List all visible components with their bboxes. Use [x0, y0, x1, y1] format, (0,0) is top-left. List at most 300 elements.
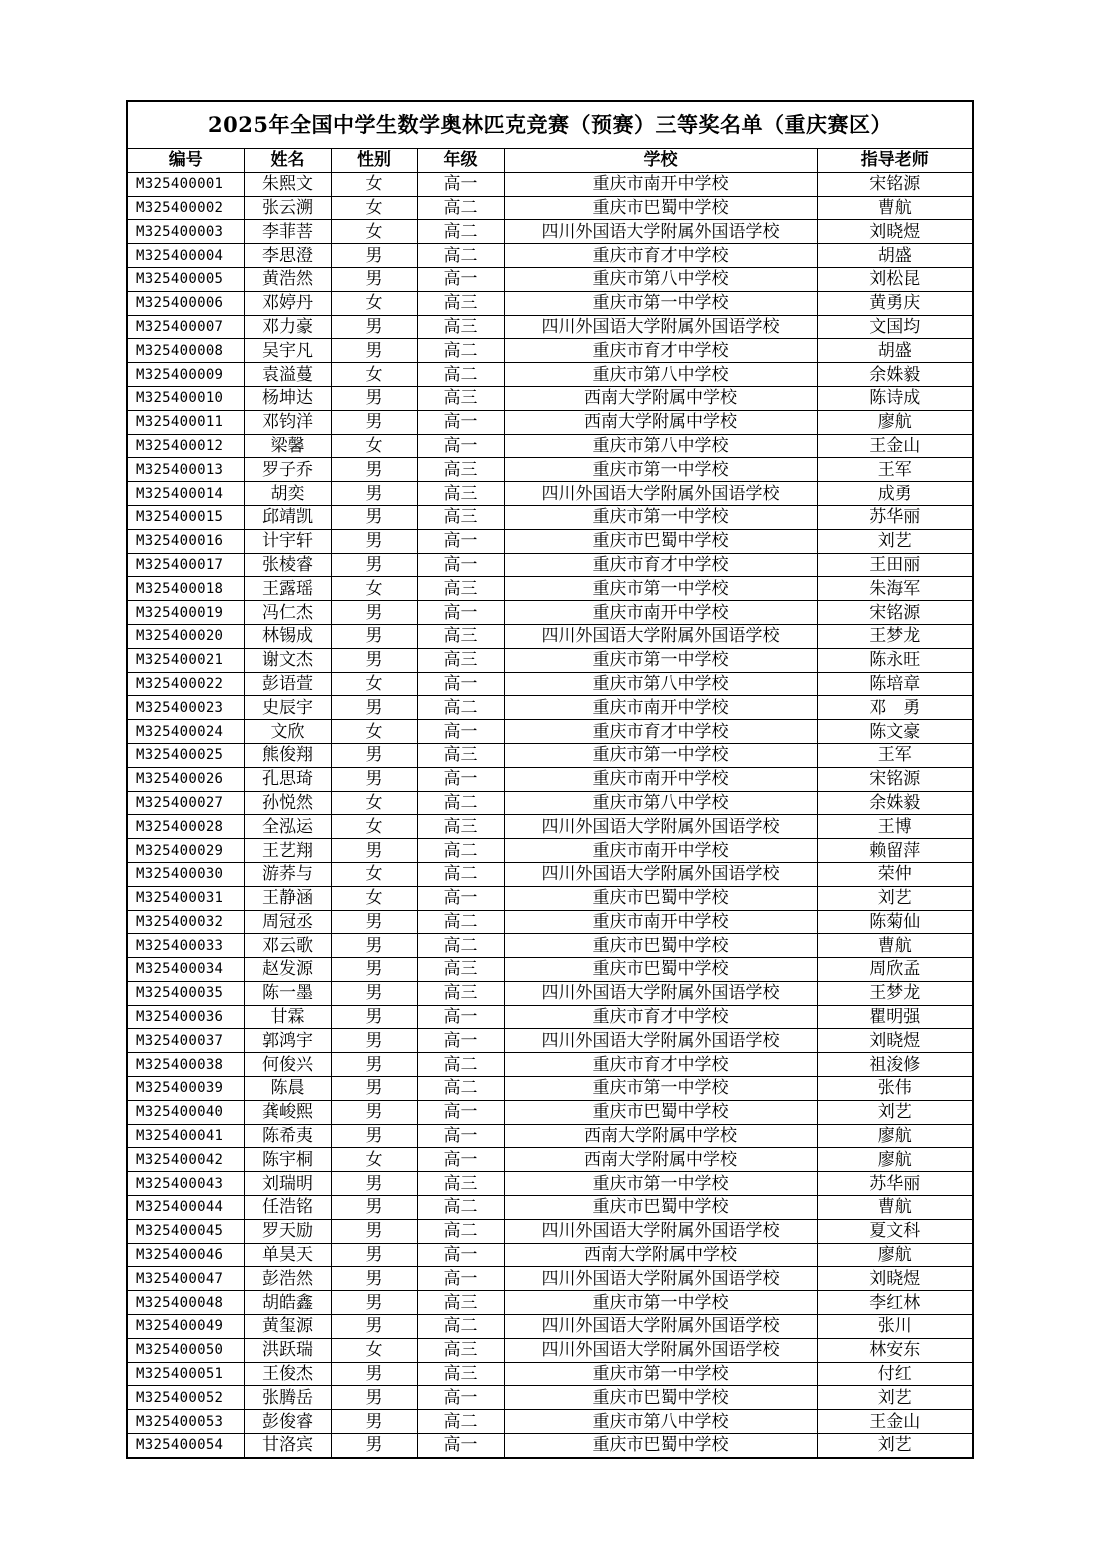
cell-gender: 男 — [331, 1196, 417, 1220]
cell-school: 西南大学附属中学校 — [504, 410, 817, 434]
cell-gender: 男 — [331, 339, 417, 363]
cell-grade: 高三 — [417, 386, 504, 410]
cell-school: 西南大学附属中学校 — [504, 1124, 817, 1148]
table-row — [128, 1005, 972, 1029]
table-row — [128, 696, 972, 720]
cell-gender: 男 — [331, 767, 417, 791]
cell-school: 四川外国语大学附属外国语学校 — [504, 482, 817, 506]
cell-id: M325400010 — [128, 386, 244, 410]
cell-id: M325400054 — [128, 1434, 244, 1457]
table-row — [128, 958, 972, 982]
cell-id: M325400007 — [128, 315, 244, 339]
cell-school: 四川外国语大学附属外国语学校 — [504, 315, 817, 339]
cell-grade: 高三 — [417, 743, 504, 767]
cell-name: 林锡成 — [244, 624, 331, 648]
cell-school: 重庆市第一中学校 — [504, 291, 817, 315]
cell-school: 重庆市巴蜀中学校 — [504, 886, 817, 910]
cell-school: 重庆市南开中学校 — [504, 172, 817, 196]
cell-teacher: 曹航 — [817, 1196, 972, 1220]
table-row — [128, 196, 972, 220]
cell-gender: 女 — [331, 720, 417, 744]
cell-id: M325400053 — [128, 1410, 244, 1434]
cell-id: M325400031 — [128, 886, 244, 910]
cell-grade: 高三 — [417, 624, 504, 648]
cell-id: M325400041 — [128, 1124, 244, 1148]
cell-gender: 男 — [331, 410, 417, 434]
cell-teacher: 王梦龙 — [817, 981, 972, 1005]
cell-school: 重庆市育才中学校 — [504, 1053, 817, 1077]
header-row — [128, 149, 972, 172]
cell-teacher: 王金山 — [817, 1410, 972, 1434]
cell-grade: 高二 — [417, 1053, 504, 1077]
cell-gender: 男 — [331, 267, 417, 291]
cell-gender: 女 — [331, 791, 417, 815]
cell-name: 陈晨 — [244, 1077, 331, 1101]
cell-school: 重庆市第八中学校 — [504, 267, 817, 291]
cell-teacher: 荣仲 — [817, 862, 972, 886]
cell-school: 重庆市第八中学校 — [504, 434, 817, 458]
cell-school: 重庆市第八中学校 — [504, 672, 817, 696]
table-row — [128, 1338, 972, 1362]
cell-name: 李思澄 — [244, 244, 331, 268]
cell-school: 四川外国语大学附属外国语学校 — [504, 981, 817, 1005]
cell-teacher: 张川 — [817, 1315, 972, 1339]
cell-grade: 高二 — [417, 862, 504, 886]
cell-teacher: 张伟 — [817, 1077, 972, 1101]
cell-name: 罗子乔 — [244, 458, 331, 482]
table-row — [128, 648, 972, 672]
cell-id: M325400013 — [128, 458, 244, 482]
cell-gender: 女 — [331, 220, 417, 244]
cell-teacher: 胡盛 — [817, 244, 972, 268]
cell-id: M325400046 — [128, 1243, 244, 1267]
cell-teacher: 王田丽 — [817, 553, 972, 577]
cell-teacher: 陈诗成 — [817, 386, 972, 410]
cell-id: M325400021 — [128, 648, 244, 672]
cell-gender: 男 — [331, 839, 417, 863]
cell-teacher: 苏华丽 — [817, 1172, 972, 1196]
cell-school: 重庆市南开中学校 — [504, 696, 817, 720]
cell-grade: 高一 — [417, 434, 504, 458]
cell-teacher: 刘艺 — [817, 1100, 972, 1124]
cell-teacher: 王梦龙 — [817, 624, 972, 648]
cell-school: 重庆市南开中学校 — [504, 910, 817, 934]
cell-grade: 高三 — [417, 291, 504, 315]
cell-teacher: 邓 勇 — [817, 696, 972, 720]
cell-gender: 男 — [331, 1100, 417, 1124]
cell-name: 熊俊翔 — [244, 743, 331, 767]
cell-name: 甘洛宾 — [244, 1434, 331, 1457]
table-row — [128, 1029, 972, 1053]
cell-school: 重庆市第一中学校 — [504, 743, 817, 767]
cell-name: 胡皓鑫 — [244, 1291, 331, 1315]
cell-gender: 女 — [331, 1338, 417, 1362]
cell-grade: 高一 — [417, 672, 504, 696]
cell-id: M325400016 — [128, 529, 244, 553]
cell-school: 重庆市巴蜀中学校 — [504, 958, 817, 982]
cell-teacher: 周欣孟 — [817, 958, 972, 982]
cell-id: M325400002 — [128, 196, 244, 220]
cell-name: 邓力豪 — [244, 315, 331, 339]
table-row — [128, 577, 972, 601]
cell-gender: 男 — [331, 934, 417, 958]
table-row — [128, 386, 972, 410]
cell-id: M325400009 — [128, 363, 244, 387]
table-row — [128, 291, 972, 315]
cell-school: 西南大学附属中学校 — [504, 386, 817, 410]
cell-gender: 女 — [331, 886, 417, 910]
cell-school: 重庆市第一中学校 — [504, 1291, 817, 1315]
table-row — [128, 1148, 972, 1172]
cell-grade: 高三 — [417, 458, 504, 482]
cell-grade: 高一 — [417, 1005, 504, 1029]
cell-id: M325400024 — [128, 720, 244, 744]
cell-school: 四川外国语大学附属外国语学校 — [504, 1267, 817, 1291]
cell-gender: 女 — [331, 1148, 417, 1172]
cell-id: M325400033 — [128, 934, 244, 958]
cell-id: M325400034 — [128, 958, 244, 982]
cell-id: M325400006 — [128, 291, 244, 315]
cell-name: 单昊天 — [244, 1243, 331, 1267]
table-row — [128, 934, 972, 958]
cell-gender: 女 — [331, 196, 417, 220]
cell-gender: 男 — [331, 648, 417, 672]
header-gender: 性别 — [331, 149, 417, 172]
table-row — [128, 1434, 972, 1457]
cell-name: 冯仁杰 — [244, 601, 331, 625]
cell-grade: 高二 — [417, 696, 504, 720]
cell-name: 郭鸿宇 — [244, 1029, 331, 1053]
cell-id: M325400026 — [128, 767, 244, 791]
cell-gender: 男 — [331, 1053, 417, 1077]
cell-school: 重庆市巴蜀中学校 — [504, 1434, 817, 1457]
cell-id: M325400035 — [128, 981, 244, 1005]
cell-id: M325400014 — [128, 482, 244, 506]
cell-teacher: 朱海军 — [817, 577, 972, 601]
cell-grade: 高三 — [417, 315, 504, 339]
cell-school: 四川外国语大学附属外国语学校 — [504, 220, 817, 244]
cell-id: M325400017 — [128, 553, 244, 577]
cell-id: M325400032 — [128, 910, 244, 934]
cell-grade: 高一 — [417, 410, 504, 434]
cell-id: M325400036 — [128, 1005, 244, 1029]
cell-school: 重庆市第八中学校 — [504, 363, 817, 387]
table-row — [128, 1291, 972, 1315]
cell-name: 彭俊睿 — [244, 1410, 331, 1434]
cell-teacher: 曹航 — [817, 196, 972, 220]
cell-id: M325400048 — [128, 1291, 244, 1315]
cell-grade: 高三 — [417, 1172, 504, 1196]
cell-name: 何俊兴 — [244, 1053, 331, 1077]
cell-grade: 高二 — [417, 934, 504, 958]
cell-grade: 高一 — [417, 1434, 504, 1457]
cell-id: M325400012 — [128, 434, 244, 458]
cell-teacher: 陈文豪 — [817, 720, 972, 744]
table-row — [128, 815, 972, 839]
cell-grade: 高一 — [417, 767, 504, 791]
header-teacher: 指导老师 — [817, 149, 972, 172]
cell-teacher: 成勇 — [817, 482, 972, 506]
cell-name: 罗天励 — [244, 1219, 331, 1243]
cell-id: M325400020 — [128, 624, 244, 648]
cell-teacher: 李红林 — [817, 1291, 972, 1315]
table-row — [128, 244, 972, 268]
cell-name: 黄浩然 — [244, 267, 331, 291]
cell-id: M325400018 — [128, 577, 244, 601]
cell-id: M325400049 — [128, 1315, 244, 1339]
cell-gender: 男 — [331, 553, 417, 577]
cell-grade: 高二 — [417, 244, 504, 268]
cell-school: 四川外国语大学附属外国语学校 — [504, 1338, 817, 1362]
table-row — [128, 482, 972, 506]
cell-school: 重庆市巴蜀中学校 — [504, 1386, 817, 1410]
cell-grade: 高二 — [417, 1410, 504, 1434]
cell-teacher: 余姝毅 — [817, 363, 972, 387]
table-row — [128, 1386, 972, 1410]
cell-gender: 女 — [331, 577, 417, 601]
cell-teacher: 王博 — [817, 815, 972, 839]
table-row — [128, 505, 972, 529]
cell-teacher: 祖浚修 — [817, 1053, 972, 1077]
cell-gender: 女 — [331, 363, 417, 387]
cell-id: M325400047 — [128, 1267, 244, 1291]
cell-gender: 男 — [331, 910, 417, 934]
table-row — [128, 1053, 972, 1077]
table-row — [128, 791, 972, 815]
cell-id: M325400043 — [128, 1172, 244, 1196]
cell-name: 王静涵 — [244, 886, 331, 910]
cell-teacher: 廖航 — [817, 410, 972, 434]
cell-grade: 高二 — [417, 363, 504, 387]
cell-id: M325400028 — [128, 815, 244, 839]
cell-name: 龚峻熙 — [244, 1100, 331, 1124]
cell-school: 重庆市第一中学校 — [504, 1172, 817, 1196]
cell-gender: 男 — [331, 1029, 417, 1053]
cell-id: M325400040 — [128, 1100, 244, 1124]
cell-teacher: 林安东 — [817, 1338, 972, 1362]
cell-teacher: 王军 — [817, 743, 972, 767]
cell-teacher: 刘艺 — [817, 1434, 972, 1457]
table-row — [128, 1077, 972, 1101]
cell-teacher: 廖航 — [817, 1243, 972, 1267]
cell-name: 彭浩然 — [244, 1267, 331, 1291]
table-row — [128, 1243, 972, 1267]
cell-id: M325400042 — [128, 1148, 244, 1172]
cell-teacher: 王金山 — [817, 434, 972, 458]
cell-name: 朱熙文 — [244, 172, 331, 196]
cell-name: 计宇轩 — [244, 529, 331, 553]
header-grade: 年级 — [417, 149, 504, 172]
cell-id: M325400050 — [128, 1338, 244, 1362]
table-row — [128, 363, 972, 387]
cell-gender: 女 — [331, 291, 417, 315]
cell-gender: 男 — [331, 482, 417, 506]
table-row — [128, 910, 972, 934]
cell-teacher: 瞿明强 — [817, 1005, 972, 1029]
cell-gender: 男 — [331, 386, 417, 410]
cell-gender: 男 — [331, 1219, 417, 1243]
cell-school: 西南大学附属中学校 — [504, 1148, 817, 1172]
cell-grade: 高一 — [417, 1243, 504, 1267]
cell-id: M325400008 — [128, 339, 244, 363]
table-row — [128, 601, 972, 625]
table-row — [128, 886, 972, 910]
cell-gender: 男 — [331, 958, 417, 982]
cell-teacher: 文国均 — [817, 315, 972, 339]
cell-teacher: 王军 — [817, 458, 972, 482]
cell-name: 梁馨 — [244, 434, 331, 458]
cell-school: 重庆市第一中学校 — [504, 505, 817, 529]
cell-school: 四川外国语大学附属外国语学校 — [504, 862, 817, 886]
cell-grade: 高三 — [417, 958, 504, 982]
cell-school: 重庆市巴蜀中学校 — [504, 1196, 817, 1220]
cell-name: 陈一墨 — [244, 981, 331, 1005]
table-row — [128, 1219, 972, 1243]
page-title: 2025年全国中学生数学奥林匹克竞赛（预赛）三等奖名单（重庆赛区） — [128, 102, 972, 149]
cell-school: 重庆市第八中学校 — [504, 791, 817, 815]
cell-grade: 高一 — [417, 1100, 504, 1124]
cell-id: M325400051 — [128, 1362, 244, 1386]
cell-grade: 高二 — [417, 910, 504, 934]
cell-school: 重庆市第一中学校 — [504, 458, 817, 482]
cell-gender: 男 — [331, 244, 417, 268]
cell-id: M325400003 — [128, 220, 244, 244]
cell-gender: 男 — [331, 601, 417, 625]
cell-name: 胡奕 — [244, 482, 331, 506]
cell-teacher: 余姝毅 — [817, 791, 972, 815]
cell-teacher: 宋铭源 — [817, 172, 972, 196]
table-row — [128, 315, 972, 339]
cell-grade: 高二 — [417, 220, 504, 244]
cell-teacher: 陈培章 — [817, 672, 972, 696]
cell-school: 重庆市第一中学校 — [504, 577, 817, 601]
cell-id: M325400001 — [128, 172, 244, 196]
cell-grade: 高三 — [417, 815, 504, 839]
cell-gender: 男 — [331, 1315, 417, 1339]
table-row — [128, 1100, 972, 1124]
cell-gender: 女 — [331, 672, 417, 696]
cell-grade: 高一 — [417, 1386, 504, 1410]
cell-school: 重庆市第一中学校 — [504, 648, 817, 672]
cell-gender: 男 — [331, 981, 417, 1005]
cell-school: 重庆市第八中学校 — [504, 1410, 817, 1434]
cell-name: 任浩铭 — [244, 1196, 331, 1220]
cell-teacher: 夏文科 — [817, 1219, 972, 1243]
cell-name: 游荞与 — [244, 862, 331, 886]
table-row — [128, 220, 972, 244]
cell-teacher: 宋铭源 — [817, 767, 972, 791]
cell-teacher: 刘晓煜 — [817, 1267, 972, 1291]
cell-id: M325400038 — [128, 1053, 244, 1077]
cell-gender: 男 — [331, 1077, 417, 1101]
cell-id: M325400037 — [128, 1029, 244, 1053]
cell-grade: 高二 — [417, 1315, 504, 1339]
cell-gender: 男 — [331, 1410, 417, 1434]
cell-gender: 男 — [331, 315, 417, 339]
cell-gender: 男 — [331, 1172, 417, 1196]
cell-name: 张云溯 — [244, 196, 331, 220]
award-table — [128, 149, 972, 1457]
header-school: 学校 — [504, 149, 817, 172]
cell-name: 孔思琦 — [244, 767, 331, 791]
cell-grade: 高二 — [417, 1219, 504, 1243]
table-row — [128, 1410, 972, 1434]
table-row — [128, 743, 972, 767]
cell-grade: 高一 — [417, 553, 504, 577]
table-row — [128, 410, 972, 434]
cell-id: M325400030 — [128, 862, 244, 886]
table-row — [128, 672, 972, 696]
cell-gender: 男 — [331, 458, 417, 482]
cell-teacher: 刘艺 — [817, 886, 972, 910]
table-row — [128, 981, 972, 1005]
cell-teacher: 赖留萍 — [817, 839, 972, 863]
table-row — [128, 553, 972, 577]
cell-teacher: 苏华丽 — [817, 505, 972, 529]
award-list-sheet — [126, 100, 974, 1459]
cell-grade: 高二 — [417, 791, 504, 815]
cell-grade: 高三 — [417, 981, 504, 1005]
cell-gender: 男 — [331, 529, 417, 553]
cell-grade: 高三 — [417, 1291, 504, 1315]
cell-name: 李菲菩 — [244, 220, 331, 244]
cell-name: 彭语萱 — [244, 672, 331, 696]
table-row — [128, 172, 972, 196]
cell-id: M325400019 — [128, 601, 244, 625]
cell-school: 重庆市南开中学校 — [504, 767, 817, 791]
cell-school: 四川外国语大学附属外国语学校 — [504, 1315, 817, 1339]
cell-grade: 高三 — [417, 482, 504, 506]
table-row — [128, 1362, 972, 1386]
cell-school: 重庆市育才中学校 — [504, 339, 817, 363]
cell-id: M325400044 — [128, 1196, 244, 1220]
cell-school: 四川外国语大学附属外国语学校 — [504, 624, 817, 648]
cell-name: 甘霖 — [244, 1005, 331, 1029]
table-row — [128, 720, 972, 744]
cell-gender: 男 — [331, 505, 417, 529]
header-id: 编号 — [128, 149, 244, 172]
cell-gender: 男 — [331, 1267, 417, 1291]
cell-school: 四川外国语大学附属外国语学校 — [504, 1219, 817, 1243]
cell-grade: 高三 — [417, 648, 504, 672]
cell-grade: 高一 — [417, 1124, 504, 1148]
cell-teacher: 刘晓煜 — [817, 220, 972, 244]
table-row — [128, 624, 972, 648]
cell-grade: 高二 — [417, 1196, 504, 1220]
cell-gender: 男 — [331, 696, 417, 720]
cell-grade: 高三 — [417, 1362, 504, 1386]
cell-name: 张腾岳 — [244, 1386, 331, 1410]
cell-name: 陈宇桐 — [244, 1148, 331, 1172]
cell-grade: 高一 — [417, 1267, 504, 1291]
cell-grade: 高一 — [417, 172, 504, 196]
header-name: 姓名 — [244, 149, 331, 172]
cell-teacher: 廖航 — [817, 1148, 972, 1172]
cell-gender: 女 — [331, 862, 417, 886]
cell-id: M325400029 — [128, 839, 244, 863]
cell-name: 杨坤达 — [244, 386, 331, 410]
cell-grade: 高一 — [417, 886, 504, 910]
cell-id: M325400011 — [128, 410, 244, 434]
cell-school: 重庆市育才中学校 — [504, 1005, 817, 1029]
cell-teacher: 刘艺 — [817, 1386, 972, 1410]
cell-school: 重庆市第一中学校 — [504, 1077, 817, 1101]
table-row — [128, 1315, 972, 1339]
cell-grade: 高二 — [417, 1077, 504, 1101]
cell-school: 重庆市巴蜀中学校 — [504, 1100, 817, 1124]
cell-gender: 男 — [331, 1362, 417, 1386]
cell-school: 西南大学附属中学校 — [504, 1243, 817, 1267]
